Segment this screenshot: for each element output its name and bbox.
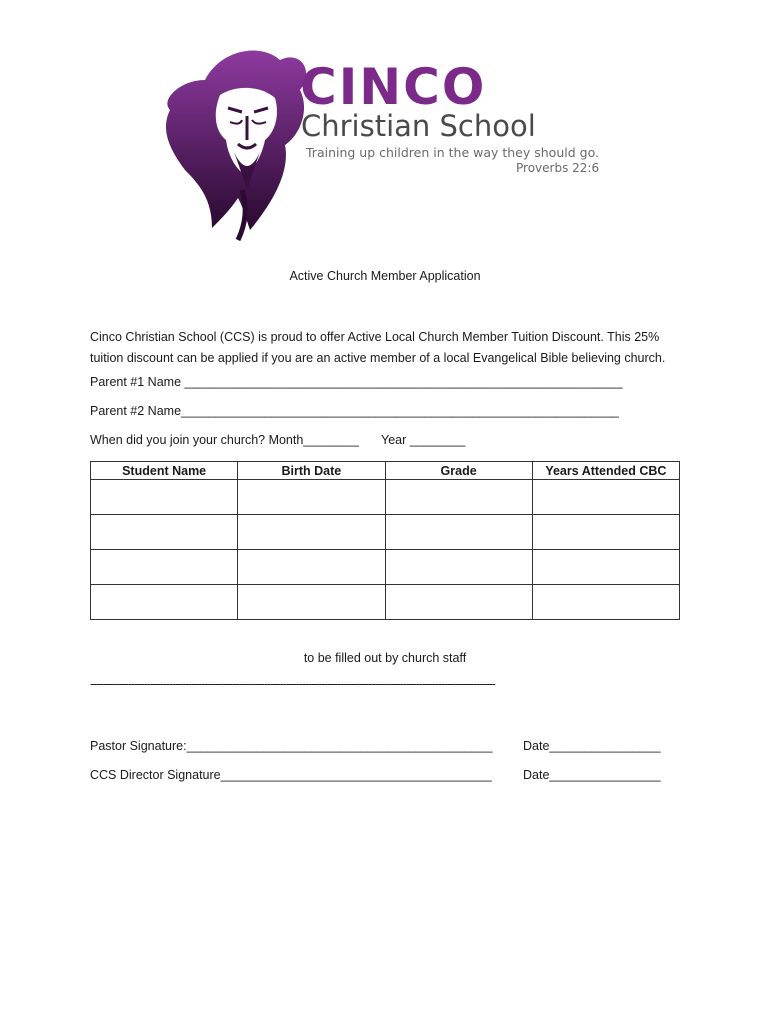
table-row (91, 480, 680, 515)
school-name: Christian School (301, 109, 536, 143)
grade-cell[interactable] (385, 585, 532, 620)
brand-name: CINCO (300, 58, 487, 116)
student-name-cell[interactable] (91, 550, 238, 585)
column-header-birth-date: Birth Date (238, 462, 385, 480)
dashed-divider: -------------------------------------------------------------------------------------------------------------------------------- (90, 677, 495, 691)
student-name-cell[interactable] (91, 515, 238, 550)
parent-1-name-field[interactable]: Parent #1 Name _______________________________________________________________ (90, 375, 623, 389)
column-header-years-attended: Years Attended CBC (532, 462, 679, 480)
table-row (91, 550, 680, 585)
verse-reference: Proverbs 22:6 (516, 161, 600, 175)
staff-note: to be filled out by church staff (303, 651, 467, 665)
birth-date-cell[interactable] (238, 585, 385, 620)
grade-cell[interactable] (385, 550, 532, 585)
column-header-student-name: Student Name (91, 462, 238, 480)
student-table (90, 461, 680, 620)
tagline: Training up children in the way they should go. (306, 145, 599, 160)
student-name-cell[interactable] (91, 585, 238, 620)
years-attended-cell[interactable] (532, 515, 679, 550)
grade-cell[interactable] (385, 480, 532, 515)
parent-2-name-field[interactable]: Parent #2 Name_______________________________________________________________ (90, 404, 619, 418)
join-month-field[interactable]: When did you join your church? Month________ (90, 433, 359, 447)
years-attended-cell[interactable] (532, 480, 679, 515)
column-header-grade: Grade (385, 462, 532, 480)
table-row (91, 515, 680, 550)
pastor-date-field[interactable]: Date________________ (523, 739, 661, 753)
years-attended-cell[interactable] (532, 585, 679, 620)
birth-date-cell[interactable] (238, 515, 385, 550)
birth-date-cell[interactable] (238, 480, 385, 515)
student-name-cell[interactable] (91, 480, 238, 515)
table-row (91, 585, 680, 620)
table-header-row (91, 462, 680, 480)
years-attended-cell[interactable] (532, 550, 679, 585)
intro-line-1: Cinco Christian School (CCS) is proud to offer Active Local Church Member Tuition Discount. This 25% (90, 330, 660, 344)
director-signature-field[interactable]: CCS Director Signature_______________________________________ (90, 768, 492, 782)
birth-date-cell[interactable] (238, 550, 385, 585)
director-date-field[interactable]: Date________________ (523, 768, 661, 782)
form-title: Active Church Member Application (289, 269, 481, 283)
intro-paragraph (90, 327, 690, 369)
join-year-field[interactable]: Year ________ (381, 433, 466, 447)
intro-line-2: tuition discount can be applied if you are an active member of a local Evangelical Bible believing church. (90, 351, 666, 365)
pastor-signature-field[interactable]: Pastor Signature:____________________________________________ (90, 739, 493, 753)
grade-cell[interactable] (385, 515, 532, 550)
